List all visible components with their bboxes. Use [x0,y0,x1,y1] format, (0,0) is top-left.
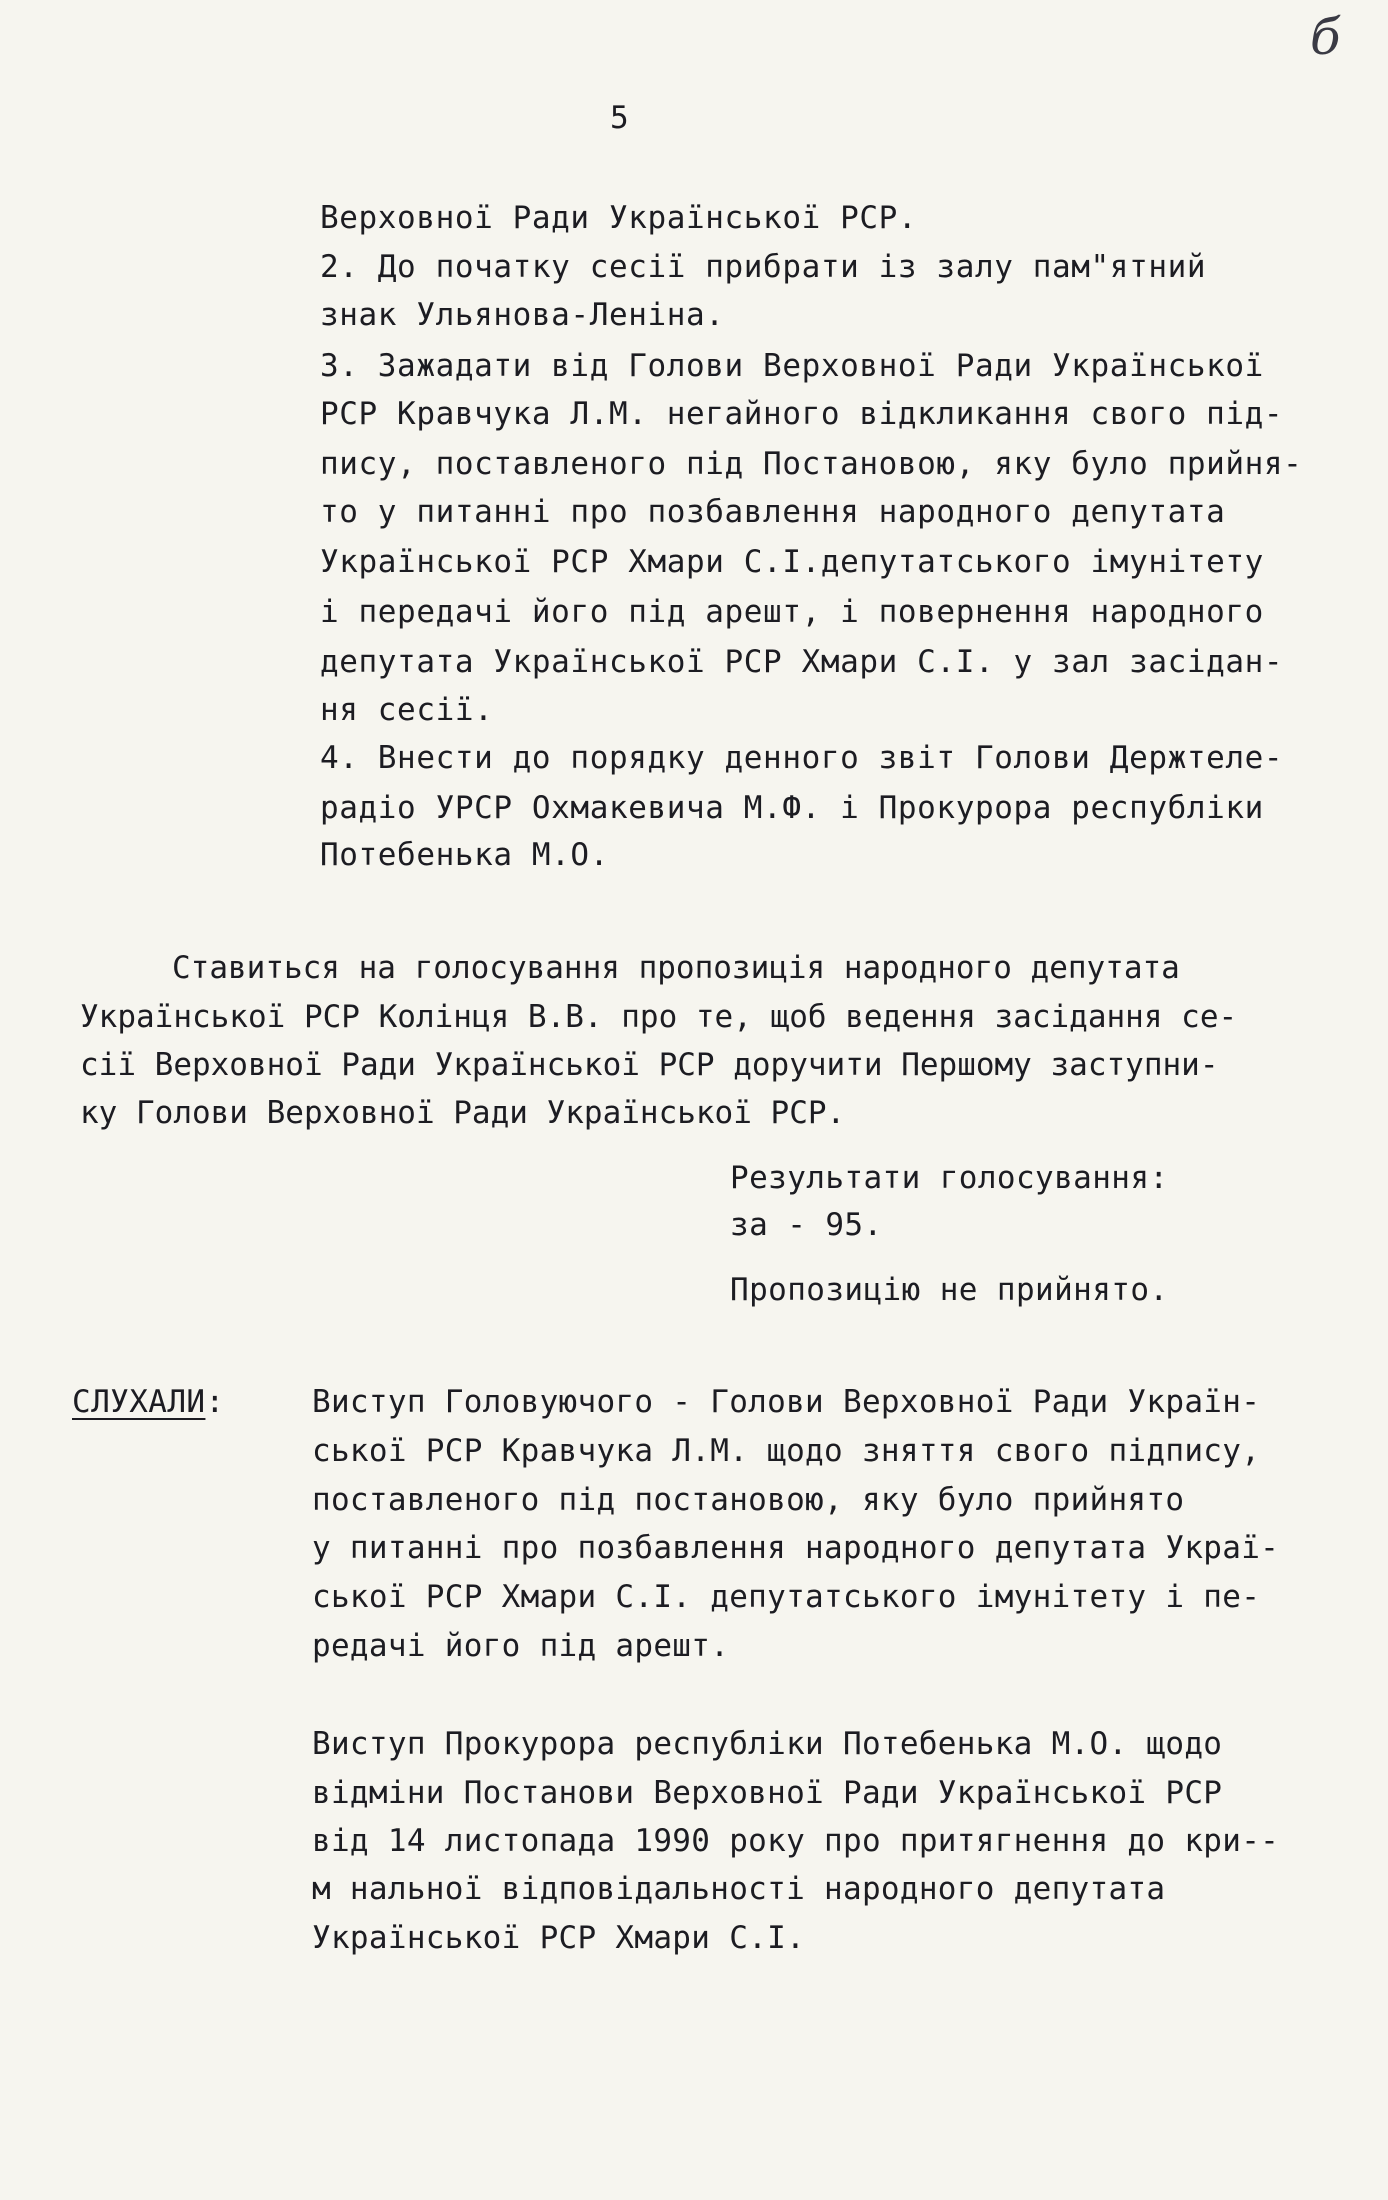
text-line: РСР Кравчука Л.М. негайного відкликання свого під- [320,396,1284,432]
text-line: Ставиться на голосування пропозиція народного депутата [172,950,1180,986]
text-line: 4. Внести до порядку денного звіт Голови Держтеле- [320,740,1284,776]
text-line: депутата Української РСР Хмари С.І. у зал засідан- [320,644,1284,680]
text-line: у питанні про позбавлення народного депутата Украї- [312,1530,1280,1566]
heard-colon: : [205,1384,225,1420]
text-line: Української РСР Хмари С.І. [312,1920,806,1956]
text-line: ня сесії. [320,692,494,728]
text-line: поставленого під постановою, яку було прийнято [312,1482,1185,1518]
text-line: від 14 листопада 1990 року про притягнення до кри-- [312,1823,1280,1859]
heard-heading [72,1384,225,1420]
text-line: Виступ Головуючого - Голови Верховної Ради Україн- [312,1384,1261,1420]
text-line: Верховної Ради Української РСР. [320,200,918,236]
text-line: сії Верховної Ради Української РСР доручити Першому заступни- [80,1047,1219,1083]
text-line: редачі його під арешт. [312,1628,730,1664]
text-line: знак Ульянова-Леніна. [320,297,725,333]
heard-label: СЛУХАЛИ [72,1384,206,1420]
text-line: і передачі його під арешт, і повернення народного [320,594,1264,630]
text-line: Потебенька М.О. [320,837,609,873]
vote-count: за - 95. [730,1207,883,1243]
text-line: радіо УРСР Охмакевича М.Ф. і Прокурора республіки [320,790,1264,826]
handwritten-page-mark: б [1310,8,1341,66]
text-line: Української РСР Колінця В.В. про те, щоб ведення засідання се- [80,999,1238,1035]
vote-results-title: Результати голосування: [730,1160,1169,1196]
text-line: 3. Зажадати від Голови Верховної Ради Української [320,348,1264,384]
text-line: ку Голови Верховної Ради Української РСР. [80,1095,846,1131]
page-number: 5 [610,100,629,136]
text-line: м нальної відповідальності народного депутата [312,1871,1166,1907]
vote-outcome: Пропозицію не прийнято. [730,1272,1169,1308]
text-line: пису, поставленого під Постановою, яку було прийня- [320,446,1303,482]
text-line: ської РСР Кравчука Л.М. щодо зняття свого підпису, [312,1433,1261,1469]
text-line: то у питанні про позбавлення народного депутата [320,494,1226,530]
text-line: Виступ Прокурора республіки Потебенька М.О. щодо [312,1726,1223,1762]
text-line: відміни Постанови Верховної Ради Української РСР [312,1775,1223,1811]
text-line: Української РСР Хмари С.І.депутатського імунітету [320,544,1264,580]
text-line: 2. До початку сесії прибрати із залу пам"ятний [320,249,1207,285]
text-line: ської РСР Хмари С.І. депутатського імунітету і пе- [312,1579,1261,1615]
